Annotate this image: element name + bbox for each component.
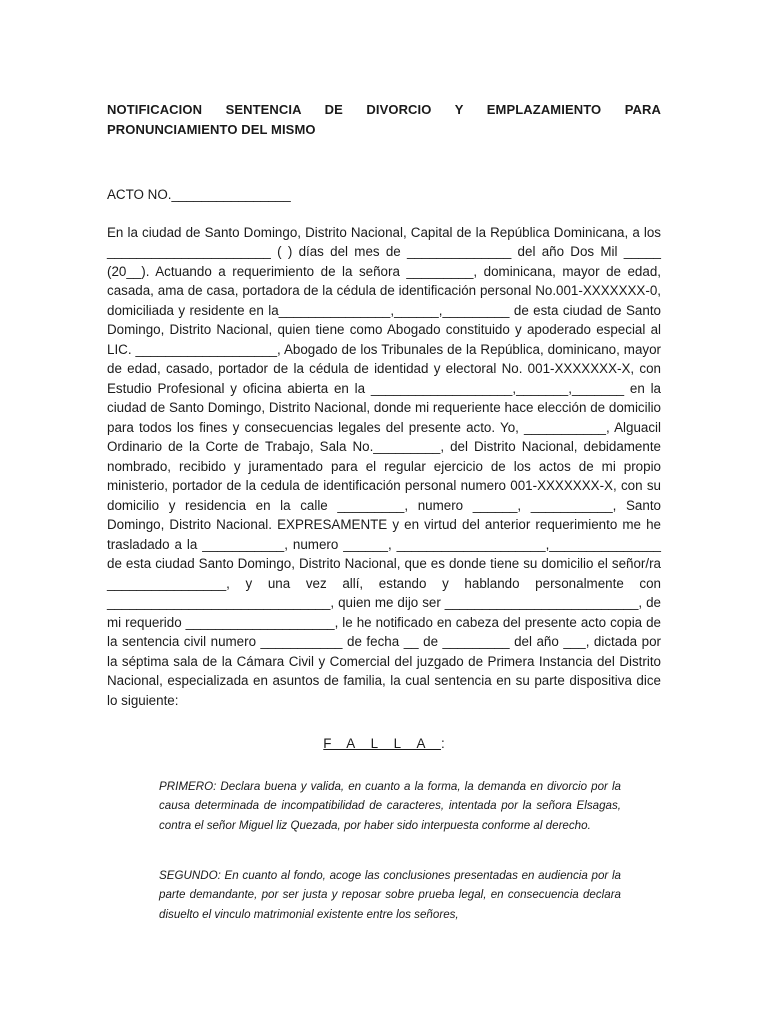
document-content [107,100,661,754]
primero-clause: PRIMERO: Declara buena y valida, en cuanto a la forma, la demanda en divorcio por la causa determinada de incompatibilidad de caracteres, intentada por la señora Elsagas, contra el señor Miguel liz Quezada, por haber sido interpuesta conforme al derecho. [159,780,621,832]
falla-colon: : [440,736,445,751]
falla-word: FALLA [323,736,441,751]
acto-number: ACTO NO.________________ [107,187,291,202]
body-paragraph: En la ciudad de Santo Domingo, Distrito Nacional, Capital de la República Dominicana, a los ______________________ ( ) días del mes de ______________ del año Dos Mil _____ (20__). Actuando a requerimiento de la señora _________, dominicana, mayor de edad, casada, ama de casa, portadora de la cédula de identificación personal No.001-XXXXXXX-0, domiciliada y residente en la_______________,______,_________ de esta ciudad de Santo Domingo, Distrito Nacional, quien tiene como Abogado constituido y apoderado especial al LIC. ___________________, Abogado de los Tribunales de la República, dominicano, mayor de edad, casado, portador de la cédula de identidad y electoral No. 001-XXXXXXX-X, con Estudio Profesional y oficina abierta en la ___________________,_______,_______ en la ciudad de Santo Domingo, Distrito Nacional, donde mi requeriente hace elección de domicilio para todos los fines y consecuencias legales del presente acto. Yo, ___________, Alguacil Ordinario de la Corte de Trabajo, Sala No._________, del Distrito Nacional, debidamente nombrado, recibido y juramentado para el regular ejercicio de los actos de mi propio ministerio, portador de la cedula de identificación personal numero 001-XXXXXXX-X, con su domicilio y residencia en la calle _________, numero ______, ___________, Santo Domingo, Distrito Nacional. EXPRESAMENTE y en virtud del anterior requerimiento me he trasladado a la ___________, numero ______, ____________________,_______________ de esta ciudad Santo Domingo, Distrito Nacional, que es donde tiene su domicilio el señor/ra ________________, y una vez allí, estando y hablando personalmente con ______________________________, quien me dijo ser __________________________, de mi requerido ____________________, le he notificado en cabeza del presente acto copia de la sentencia civil numero ___________ de fecha __ de _________ del año ___, dictada por la séptima sala de la Cámara Civil y Comercial del juzgado de Primera Instancia del Distrito Nacional, especializada en asuntos de familia, la cual sentencia en su parte dispositiva dice lo siguiente: [107,224,661,708]
document-title: NOTIFICACION SENTENCIA DE DIVORCIO Y EMPLAZAMIENTO PARA PRONUNCIAMIENTO DEL MISMO [107,102,661,137]
falla-heading [107,734,661,754]
segundo-clause: SEGUNDO: En cuanto al fondo, acoge las conclusiones presentadas en audiencia por la parte demandante, por ser justa y reposar sobre prueba legal, en consecuencia declara disuelto el vinculo matrimonial existente entre los señores, [159,869,621,921]
